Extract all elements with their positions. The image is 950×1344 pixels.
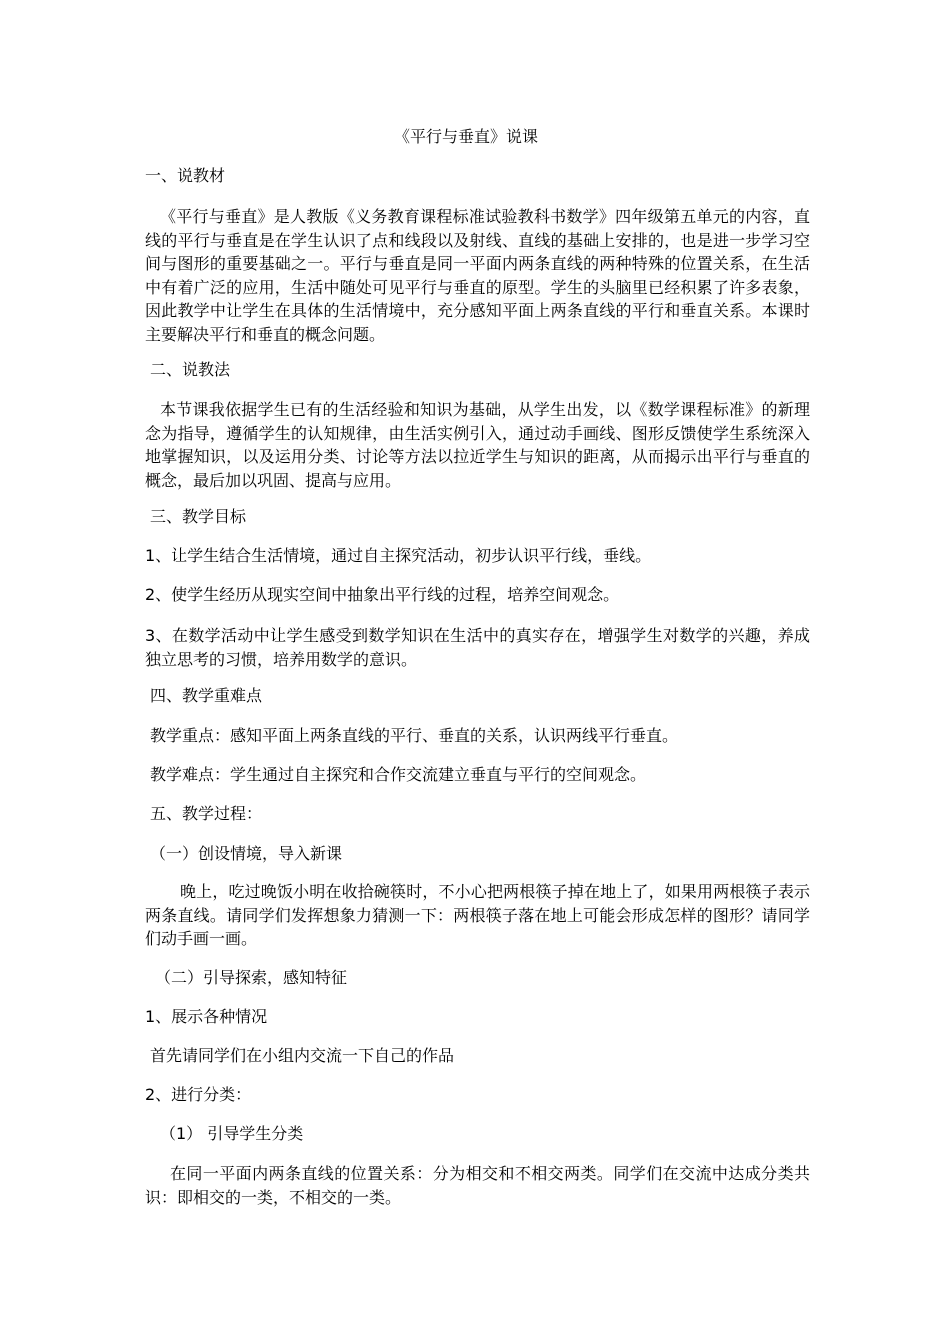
goal-3: 3、在数学活动中让学生感受到数学知识在生活中的真实存在，增强学生对数学的兴趣，养成独立思考的习惯，培养用数学的意识。: [145, 626, 810, 669]
section-heading-3: 三、教学目标: [150, 507, 247, 526]
step-2: 2、进行分类：: [145, 1085, 252, 1104]
step-1-text: 首先请同学们在小组内交流一下自己的作品: [150, 1046, 455, 1065]
subheading-2: （二）引导探索，感知特征: [155, 968, 348, 987]
page-title: 《平行与垂直》说课: [394, 127, 539, 146]
difficult-point: 教学难点：学生通过自主探究和合作交流建立垂直与平行的空间观念。: [150, 765, 647, 784]
paragraph-1: 《平行与垂直》是人教版《义务教育课程标准试验教科书数学》四年级第五单元的内容，直线的平行与垂直是在学生认识了点和线段以及射线、直线的基础上安排的，也是进一步学习空间与图形的重要基础之一。平行与垂直是同一平面内两条直线的两种特殊的位置关系，在生活中有着广泛的应用，生活中随处可见平行与垂直的原型。学生的头脑里已经积累了许多表象，因此教学中让学生在具体的生活情境中，充分感知平面上两条直线的平行和垂直关系。本课时主要解决平行和垂直的概念问题。: [145, 207, 810, 344]
subheading-1: （一）创设情境，导入新课: [150, 844, 343, 863]
step-2-sub: （1） 引导学生分类: [160, 1124, 304, 1143]
goal-1: 1、让学生结合生活情境，通过自主探究活动，初步认识平行线，垂线。: [145, 546, 652, 565]
section-heading-2: 二、说教法: [150, 360, 231, 379]
goal-2: 2、使学生经历从现实空间中抽象出平行线的过程，培养空间观念。: [145, 585, 620, 604]
section-heading-5: 五、教学过程：: [150, 804, 263, 823]
section-heading-1: 一、说教材: [145, 166, 226, 185]
key-point: 教学重点：感知平面上两条直线的平行、垂直的关系，认识两线平行垂直。: [150, 726, 679, 745]
paragraph-4: 在同一平面内两条直线的位置关系：分为相交和不相交两类。同学们在交流中达成分类共识：即相交的一类，不相交的一类。: [145, 1164, 810, 1207]
paragraph-2: 本节课我依据学生已有的生活经验和知识为基础，从学生出发，以《数学课程标准》的新理念为指导，遵循学生的认知规律，由生活实例引入，通过动手画线、图形反馈使学生系统深入地掌握知识，以及运用分类、讨论等方法以拉近学生与知识的距离，从而揭示出平行与垂直的概念，最后加以巩固、提高与应用。: [145, 400, 810, 490]
section-heading-4: 四、教学重难点: [150, 686, 263, 705]
paragraph-3: 晚上，吃过晚饭小明在收拾碗筷时，不小心把两根筷子掉在地上了，如果用两根筷子表示两条直线。请同学们发挥想象力猜测一下：两根筷子落在地上可能会形成怎样的图形？请同学们动手画一画。: [145, 882, 810, 948]
step-1: 1、展示各种情况: [145, 1007, 268, 1026]
